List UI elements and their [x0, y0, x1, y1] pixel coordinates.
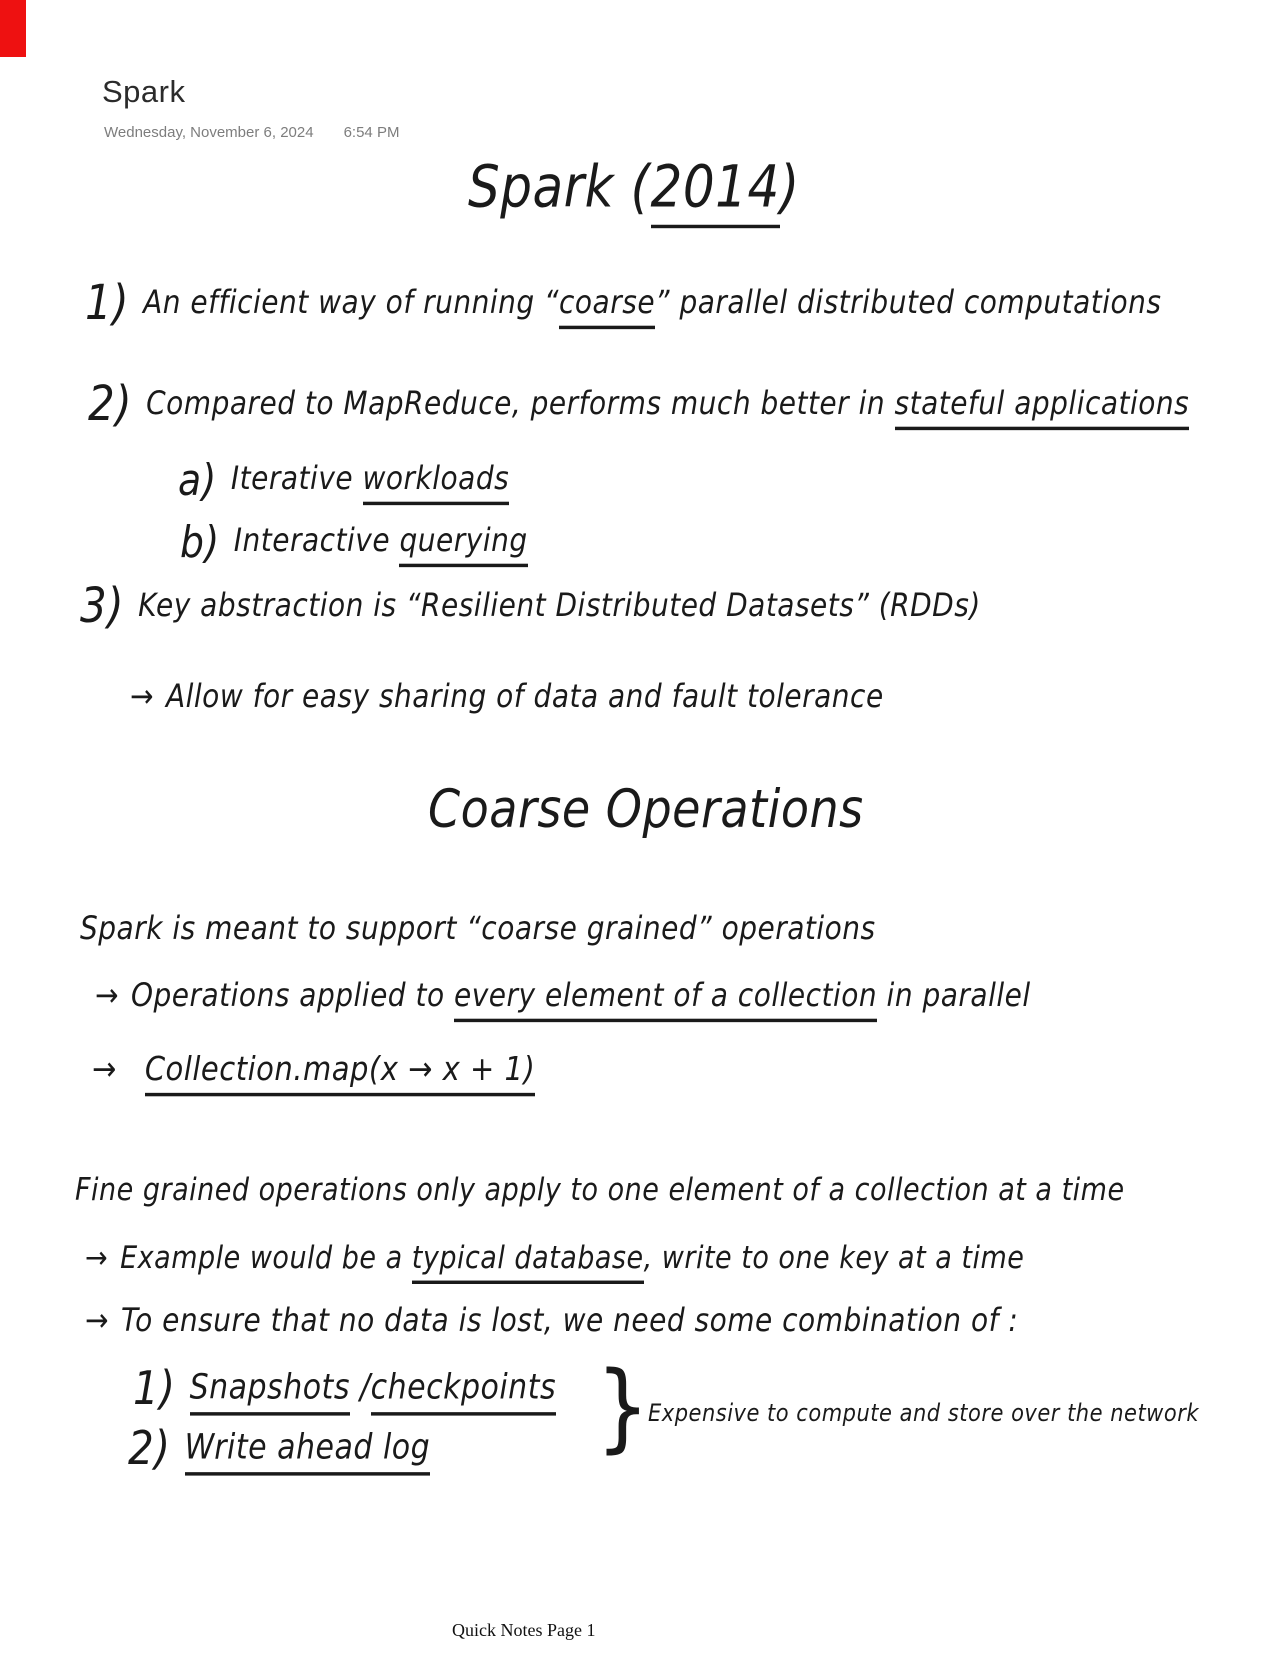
- item1-underlined: coarse: [559, 283, 655, 329]
- note-heading-spark-2014: [468, 150, 800, 225]
- page-footer-label: Quick Notes Page 1: [452, 1620, 596, 1640]
- page-time: 6:54 PM: [343, 124, 400, 141]
- arrow2-post: in parallel: [877, 976, 1031, 1015]
- note-list-snapshots: [133, 1360, 557, 1416]
- item3-number: 3): [80, 576, 125, 634]
- item2b-underlined: querying: [399, 521, 527, 567]
- item2a-number: a): [178, 454, 217, 505]
- arrow2-pre: Operations applied to: [130, 976, 454, 1015]
- list1-underlined-snapshots: Snapshots: [190, 1367, 350, 1415]
- heading1-underlined: 2014: [651, 153, 780, 228]
- arrow5-text: To ensure that no data is lost, we need some combination of :: [120, 1301, 1019, 1340]
- list1-underlined-checkpoints: checkpoints: [371, 1367, 556, 1415]
- arrow-icon: →: [130, 677, 154, 716]
- arrow3-underlined: Collection.map(x → x + 1): [145, 1049, 535, 1096]
- list1-slash: /: [349, 1367, 371, 1408]
- item2a-pre: Iterative: [230, 459, 363, 498]
- item2a-underlined: workloads: [363, 459, 510, 505]
- arrow-icon: →: [85, 1301, 109, 1340]
- note-para-fine-grained: Fine grained operations only apply to one element of a collection at a time: [75, 1172, 1125, 1208]
- note-brace-annotation: Expensive to compute and store over the network: [648, 1399, 1199, 1427]
- note-arrow-line-2: [95, 975, 1031, 1017]
- item2b-pre: Interactive: [233, 521, 400, 560]
- note-arrow-line-1: [130, 676, 884, 718]
- arrow4-post: , write to one key at a time: [643, 1240, 1025, 1276]
- note-arrow-line-5: [85, 1300, 1018, 1342]
- note-line-1: [85, 273, 1162, 331]
- note-para-coarse-grained: Spark is meant to support “coarse grained” operations: [80, 909, 876, 948]
- arrow-icon: →: [92, 1049, 117, 1089]
- page-title: Spark: [102, 74, 186, 109]
- note-line-2a: [178, 454, 510, 505]
- page-date-row: [104, 124, 399, 141]
- note-line-2: [88, 374, 1190, 432]
- item1-post: ” parallel distributed computations: [655, 283, 1162, 322]
- item1-number: 1): [85, 273, 130, 331]
- arrow-icon: →: [85, 1240, 109, 1276]
- note-line-2b: [180, 516, 528, 567]
- note-line-3: [80, 576, 981, 634]
- arrow4-pre: Example would be a: [120, 1240, 412, 1276]
- item1-pre: An efficient way of running “: [143, 283, 560, 322]
- page-date: Wednesday, November 6, 2024: [104, 124, 314, 141]
- arrow-icon: →: [95, 976, 119, 1015]
- heading1-pre: Spark (: [468, 153, 651, 221]
- note-list-write-ahead-log: [128, 1420, 431, 1476]
- item2-number: 2): [88, 374, 133, 432]
- list2-number: 2): [128, 1420, 171, 1476]
- item2-pre: Compared to MapReduce, performs much better in: [146, 384, 895, 423]
- note-heading-coarse-operations: Coarse Operations: [428, 777, 864, 840]
- list2-underlined: Write ahead log: [185, 1427, 431, 1475]
- note-arrow-line-3: [92, 1048, 535, 1091]
- item3-text: Key abstraction is “Resilient Distributed Datasets” (RDDs): [138, 586, 981, 625]
- item2b-number: b): [180, 516, 220, 567]
- arrow4-underlined: typical database: [412, 1240, 644, 1284]
- note-arrow-line-4: [85, 1238, 1024, 1278]
- list1-number: 1): [133, 1360, 176, 1416]
- red-flag: [0, 0, 26, 57]
- heading1-post: ): [779, 153, 800, 221]
- arrow1-text: Allow for easy sharing of data and fault tolerance: [165, 677, 884, 716]
- item2-underlined: stateful applications: [895, 384, 1190, 430]
- arrow2-underlined: every element of a collection: [454, 976, 877, 1022]
- brace-icon: }: [596, 1350, 650, 1464]
